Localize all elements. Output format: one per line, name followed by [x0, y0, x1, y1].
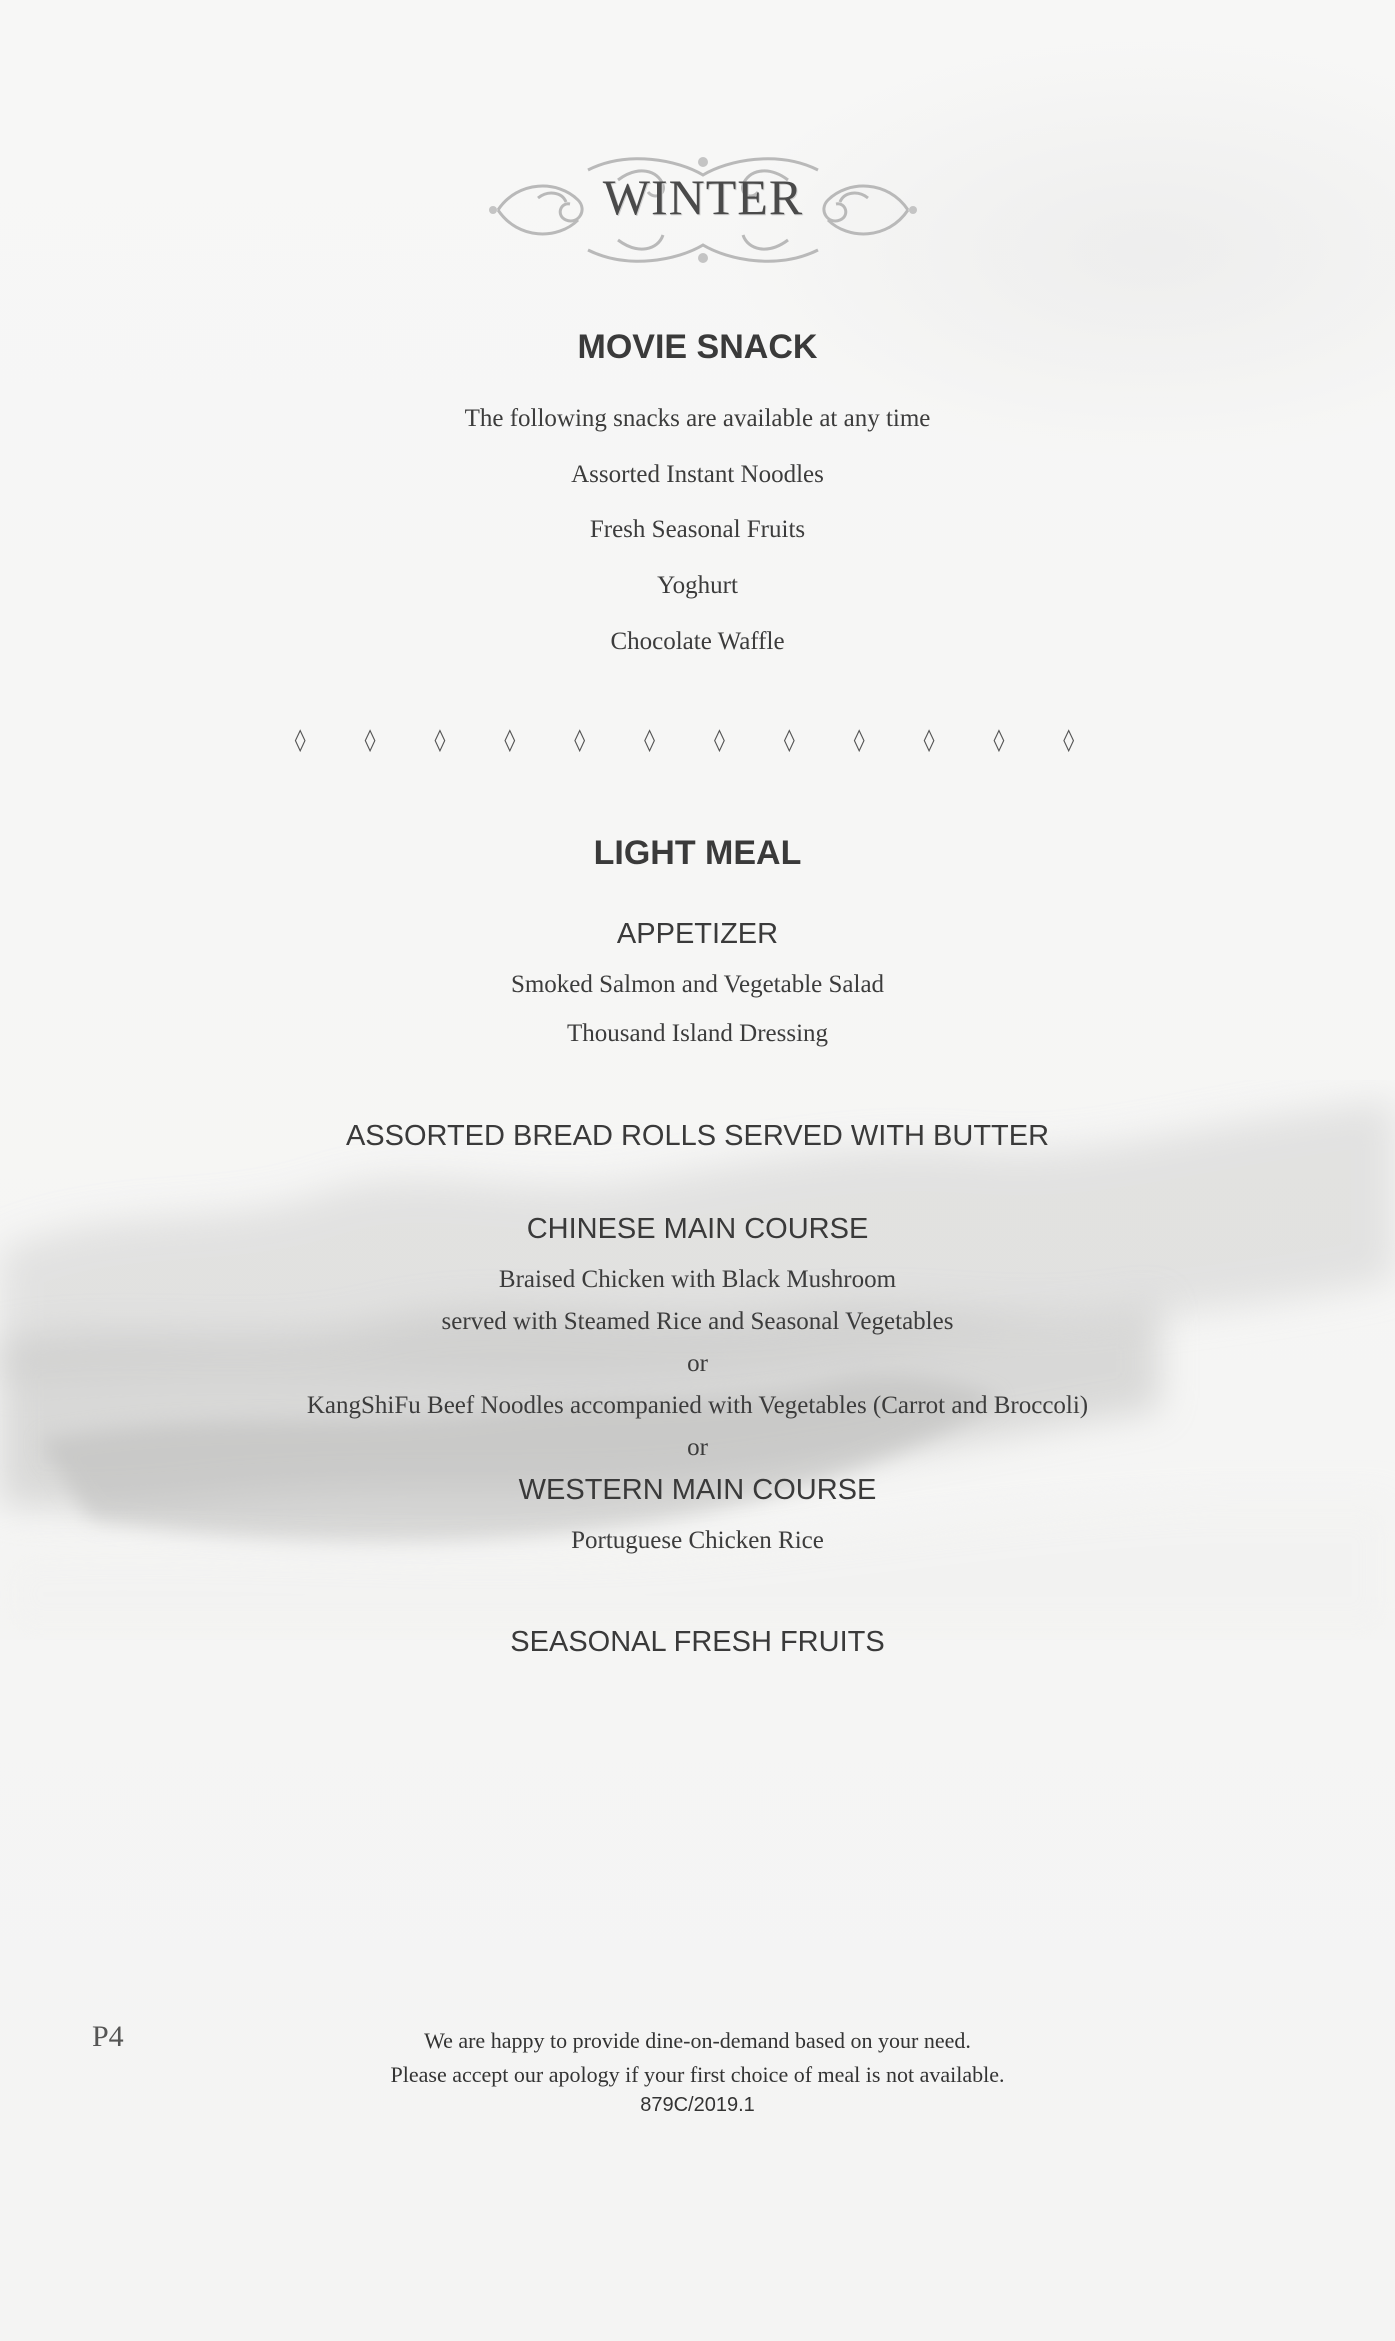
snack-item: Assorted Instant Noodles	[571, 461, 824, 488]
western-option: Portuguese Chicken Rice	[571, 1527, 824, 1554]
chinese-option-line: served with Steamed Rice and Seasonal Vegetables	[441, 1308, 954, 1335]
footer-line: We are happy to provide dine-on-demand based on your need.	[424, 2028, 971, 2053]
page-number: P4	[92, 2020, 124, 2053]
season-title: WINTER	[602, 169, 804, 225]
or-text: or	[687, 1434, 708, 1461]
menu-code: 879C/2019.1	[640, 2094, 755, 2116]
movie-snack-intro: The following snacks are available at any time	[464, 405, 931, 432]
snack-item: Fresh Seasonal Fruits	[589, 516, 806, 543]
movie-snack-heading: MOVIE SNACK	[577, 328, 818, 366]
diamond-separator: ◊ ◊ ◊ ◊ ◊ ◊ ◊ ◊ ◊ ◊ ◊ ◊	[294, 728, 1101, 753]
chinese-option-line: Braised Chicken with Black Mushroom	[498, 1266, 897, 1293]
or-text: or	[687, 1350, 708, 1377]
chinese-main-heading: CHINESE MAIN COURSE	[526, 1213, 869, 1245]
bread-heading: ASSORTED BREAD ROLLS SERVED WITH BUTTER	[345, 1120, 1050, 1152]
footer-line: Please accept our apology if your first choice of meal is not available.	[390, 2062, 1005, 2087]
snack-item: Chocolate Waffle	[610, 628, 785, 655]
appetizer-line: Smoked Salmon and Vegetable Salad	[510, 971, 885, 998]
appetizer-line: Thousand Island Dressing	[566, 1020, 829, 1047]
fruits-heading: SEASONAL FRESH FRUITS	[510, 1626, 885, 1658]
appetizer-heading: APPETIZER	[616, 918, 779, 950]
light-meal-heading: LIGHT MEAL	[593, 834, 802, 872]
western-main-heading: WESTERN MAIN COURSE	[518, 1474, 877, 1506]
chinese-option-line: KangShiFu Beef Noodles accompanied with Vegetables (Carrot and Broccoli)	[306, 1392, 1089, 1419]
snack-item: Yoghurt	[657, 572, 738, 599]
